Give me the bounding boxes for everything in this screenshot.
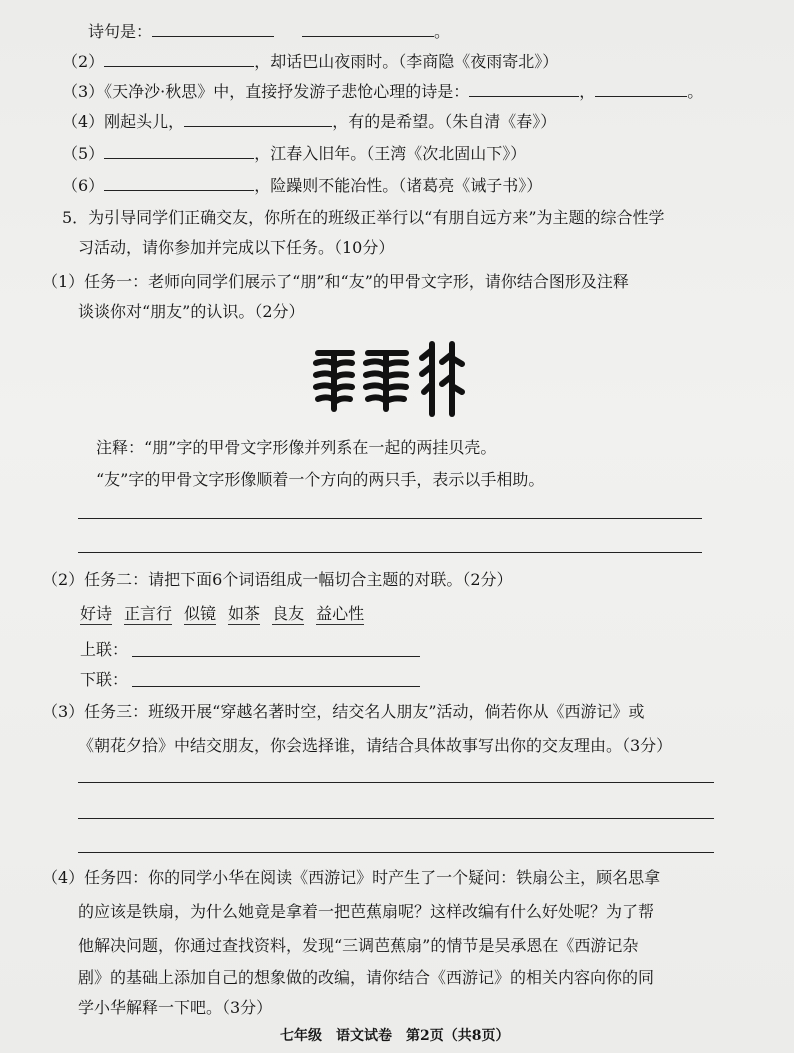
upper-couplet-blank[interactable] — [132, 656, 420, 657]
answer-blank[interactable] — [152, 20, 274, 37]
poem-line-2: （2） ，却话巴山夜雨时。（李商隐《夜雨寄北》） — [62, 52, 559, 71]
task4-line-3: 他解决问题，你通过查找资料，发现“三调芭蕉扇”的情节是吴承恩在《西游记杂 — [78, 936, 639, 955]
answer-line[interactable] — [78, 518, 702, 519]
task4-line-5: 学小华解释一下吧。（3分） — [78, 998, 273, 1017]
page-footer: 七年级 语文试卷 第2页（共8页） — [280, 1028, 510, 1044]
poem-line-3: （3）《天净沙·秋思》中，直接抒发游子悲怆心理的诗是： ， 。 — [62, 82, 704, 101]
answer-blank[interactable] — [184, 110, 332, 127]
answer-line[interactable] — [78, 552, 702, 553]
poem-line-0-label: 诗句是： — [88, 22, 153, 41]
word-item: 如茶 — [228, 604, 261, 623]
answer-blank[interactable] — [595, 80, 687, 97]
answer-line[interactable] — [78, 818, 714, 819]
poem-line-0: 诗句是： 。 — [88, 22, 451, 41]
word-item: 正言行 — [124, 604, 173, 623]
task4-line-4: 剧》的基础上添加自己的想象做的改编，请你结合《西游记》的相关内容向你的同 — [78, 968, 655, 987]
note-line-1: 注释：“朋”字的甲骨文字形像并列系在一起的两挂贝壳。 — [96, 438, 497, 457]
answer-line[interactable] — [78, 852, 714, 853]
couplet-word-list — [80, 604, 376, 624]
answer-blank[interactable] — [104, 50, 254, 67]
word-item: 好诗 — [80, 604, 113, 623]
poem-line-4: （4）刚起头儿， ，有的是希望。（朱自清《春》） — [62, 112, 557, 131]
word-item: 似镜 — [184, 604, 217, 623]
task1-line-1: （1）任务一：老师向同学们展示了“朋”和“友”的甲骨文字形，请你结合图形及注释 — [42, 272, 629, 291]
task2-line: （2）任务二：请把下面6个词语组成一幅切合主题的对联。（2分） — [42, 570, 513, 589]
upper-couplet-label: 上联： — [80, 640, 129, 659]
lower-couplet-blank[interactable] — [132, 686, 420, 687]
poem-line-5: （5） ，江春入旧年。（王湾《次北固山下》） — [62, 144, 527, 163]
answer-blank[interactable] — [302, 20, 434, 37]
task4-line-2: 的应该是铁扇，为什么她竟是拿着一把芭蕉扇呢？这样改编有什么好处呢？为了帮 — [78, 902, 655, 921]
answer-blank[interactable] — [469, 80, 579, 97]
answer-blank[interactable] — [104, 174, 254, 191]
q5-intro-line-2: 习活动，请你参加并完成以下任务。（10分） — [78, 238, 395, 257]
note-line-2: “友”字的甲骨文字形像顺着一个方向的两只手，表示以手相助。 — [96, 470, 545, 489]
task4-line-1: （4）任务四：你的同学小华在阅读《西游记》时产生了一个疑问：铁扇公主，顾名思拿 — [42, 868, 661, 887]
peng-oracle-glyph — [312, 345, 412, 417]
task3-line-2: 《朝花夕拾》中结交朋友，你会选择谁，请结合具体故事写出你的交友理由。（3分） — [78, 736, 673, 755]
q5-intro-line-1: 5．为引导同学们正确交友，你所在的班级正举行以“有朋自远方来”为主题的综合性学 — [62, 208, 665, 227]
word-item: 良友 — [272, 604, 305, 623]
task3-line-1: （3）任务三：班级开展“穿越名著时空，结交名人朋友”活动，倘若你从《西游记》或 — [42, 702, 645, 721]
word-item: 益心性 — [316, 604, 365, 623]
poem-line-6: （6） ，险躁则不能冶性。（诸葛亮《诫子书》） — [62, 176, 543, 195]
answer-line[interactable] — [78, 782, 714, 783]
task1-line-2: 谈谈你对“朋友”的认识。（2分） — [78, 302, 305, 321]
answer-blank[interactable] — [104, 142, 254, 159]
you-oracle-glyph — [418, 340, 468, 420]
lower-couplet-label: 下联： — [80, 670, 129, 689]
